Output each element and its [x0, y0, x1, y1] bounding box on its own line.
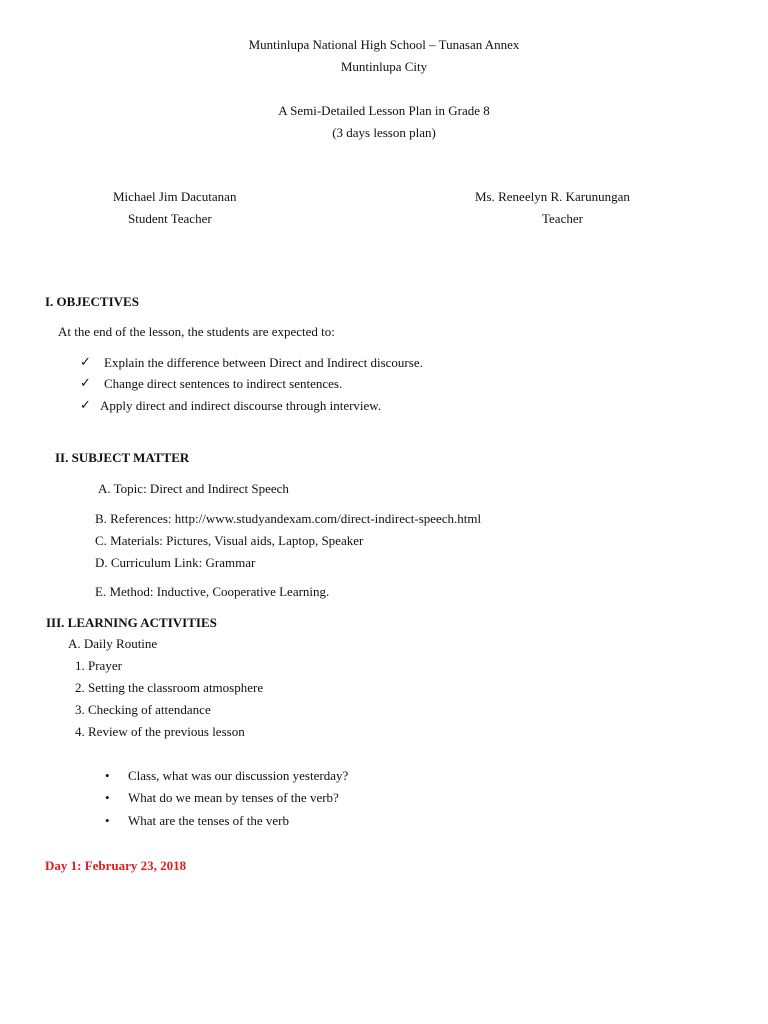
subject-curriculum-link: D. Curriculum Link: Grammar	[95, 555, 256, 570]
checkmark-icon: ✓	[80, 354, 91, 369]
teacher-name: Ms. Reneelyn R. Karunungan	[475, 189, 630, 204]
review-question-text: Class, what was our discussion yesterday?	[128, 768, 349, 783]
objectives-intro: At the end of the lesson, the students are expected to:	[58, 324, 335, 339]
checkmark-icon: ✓	[80, 375, 91, 390]
review-question	[105, 768, 110, 784]
bullet-icon: •	[105, 813, 110, 828]
student-teacher-role: Student Teacher	[128, 211, 212, 226]
review-question	[105, 813, 110, 829]
objective-item	[80, 354, 91, 370]
school-name: Muntinlupa National High School – Tunasan Annex	[248, 37, 520, 52]
teacher-role: Teacher	[542, 211, 583, 226]
objectives-heading: I. OBJECTIVES	[45, 294, 139, 309]
subject-materials: C. Materials: Pictures, Visual aids, Laptop, Speaker	[95, 533, 364, 548]
lesson-plan-title: A Semi-Detailed Lesson Plan in Grade 8	[278, 103, 490, 118]
routine-step: 4. Review of the previous lesson	[75, 724, 245, 739]
school-city: Muntinlupa City	[340, 59, 428, 74]
objective-item	[80, 397, 91, 413]
subject-matter-heading: II. SUBJECT MATTER	[55, 450, 190, 465]
routine-step: 1. Prayer	[75, 658, 122, 673]
day-one-label: Day 1: February 23, 2018	[45, 858, 187, 873]
routine-step: 3. Checking of attendance	[75, 702, 211, 717]
objective-item	[80, 375, 91, 391]
checkmark-icon: ✓	[80, 397, 91, 412]
subject-method: E. Method: Inductive, Cooperative Learning.	[95, 584, 330, 599]
subject-references: B. References: http://www.studyandexam.com/direct-indirect-speech.html	[95, 511, 482, 526]
review-question-text: What are the tenses of the verb	[128, 813, 289, 828]
learning-activities-heading: III. LEARNING ACTIVITIES	[46, 615, 217, 630]
student-teacher-name: Michael Jim Dacutanan	[113, 189, 237, 204]
review-question	[105, 790, 110, 806]
review-question-text: What do we mean by tenses of the verb?	[128, 790, 339, 805]
bullet-icon: •	[105, 790, 110, 805]
objective-text: Change direct sentences to indirect sentences.	[104, 376, 343, 391]
subject-topic: A. Topic: Direct and Indirect Speech	[98, 481, 289, 496]
daily-routine-label: A. Daily Routine	[68, 636, 158, 651]
objective-text: Explain the difference between Direct and Indirect discourse.	[104, 355, 423, 370]
routine-step: 2. Setting the classroom atmosphere	[75, 680, 264, 695]
lesson-plan-duration: (3 days lesson plan)	[332, 125, 436, 140]
objective-text: Apply direct and indirect discourse through interview.	[100, 398, 382, 413]
bullet-icon: •	[105, 768, 110, 783]
